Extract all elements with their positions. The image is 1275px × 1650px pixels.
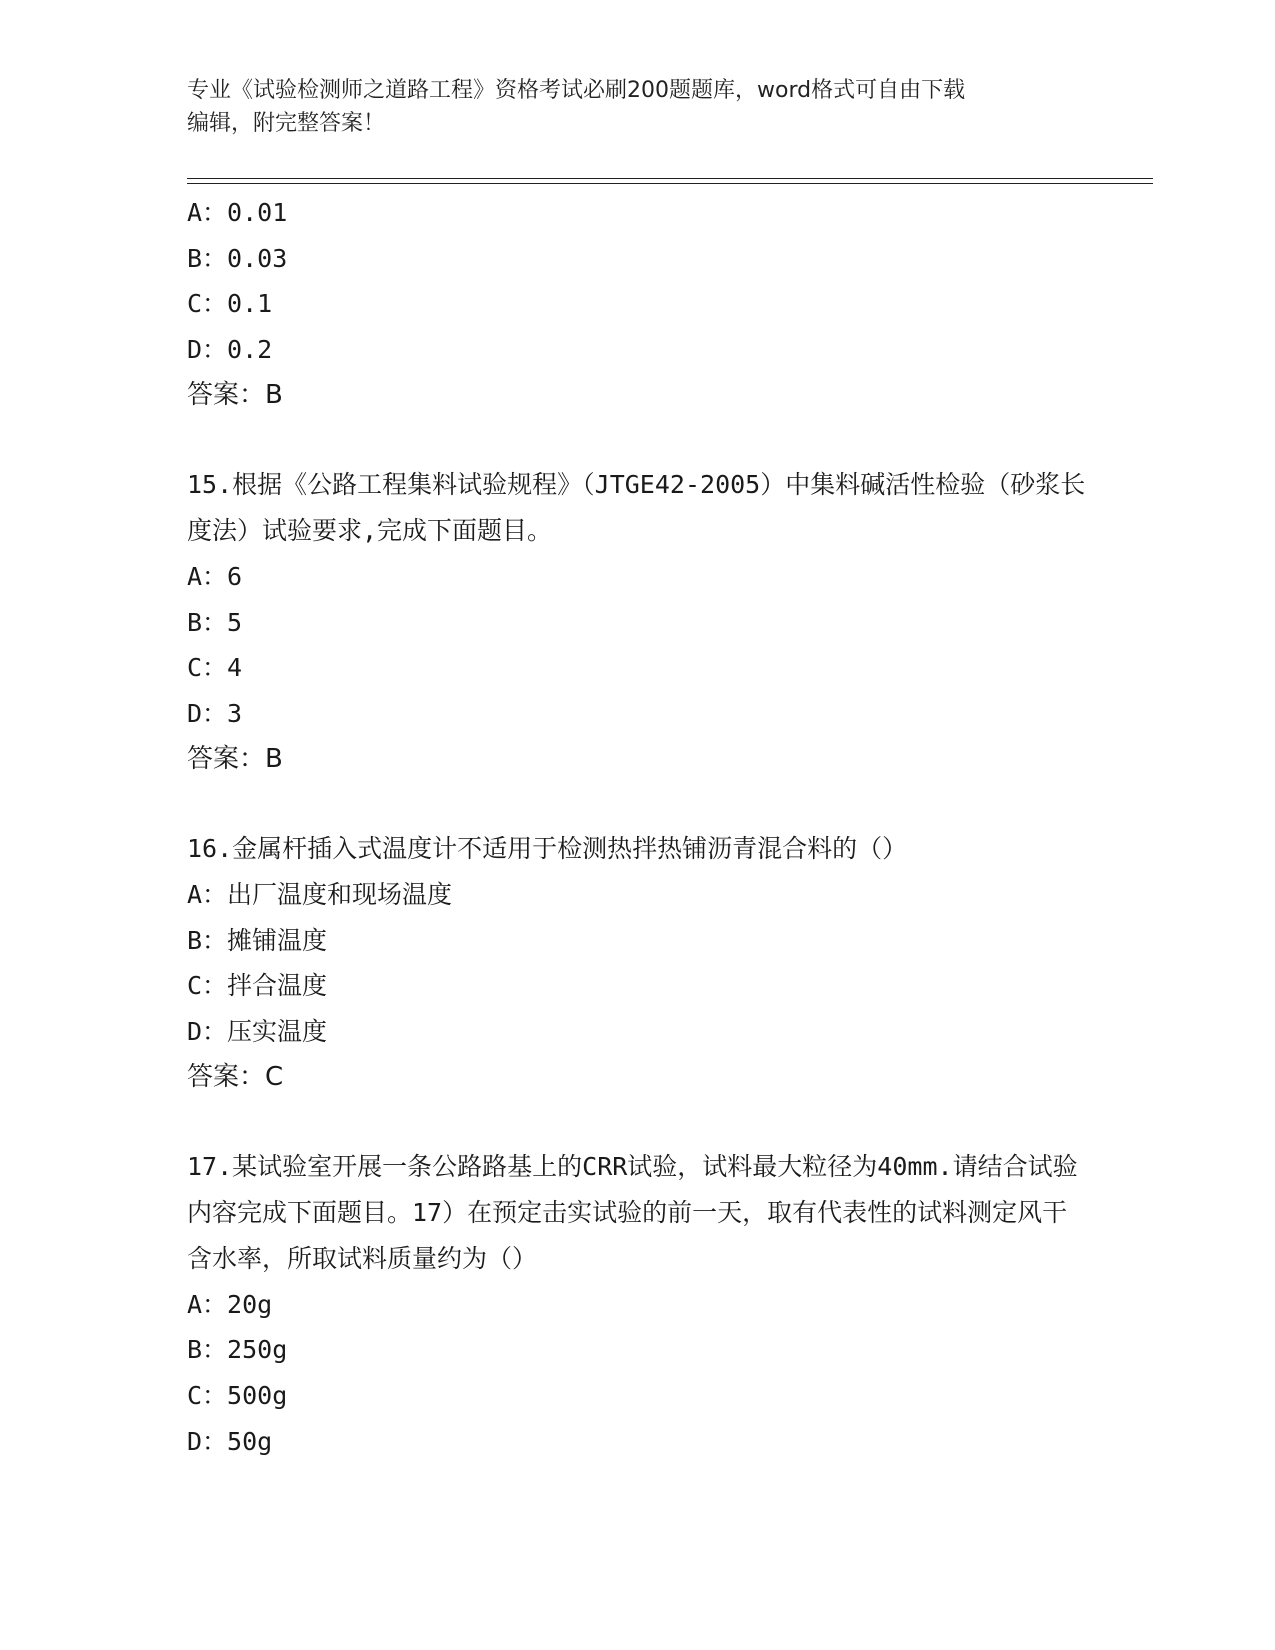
option-a: A：6 xyxy=(187,561,243,591)
header-rule-bottom xyxy=(187,183,1153,184)
option-c: C：4 xyxy=(187,653,243,683)
option-b: B：0.03 xyxy=(187,243,288,273)
question-17 xyxy=(187,1144,1087,1464)
option-d: D：50g xyxy=(187,1426,273,1456)
option-a: A：20g xyxy=(187,1289,273,1319)
option-c: C：拌合温度 xyxy=(187,971,328,1001)
question-text: 16.金属杆插入式温度计不适用于检测热拌热铺沥青混合料的（） xyxy=(187,834,908,864)
option-a: A：出厂温度和现场温度 xyxy=(187,879,453,909)
question-list xyxy=(187,190,1087,1464)
option-d: D：压实温度 xyxy=(187,1017,328,1047)
question-15 xyxy=(187,462,1087,782)
option-a: A：0.01 xyxy=(187,198,288,227)
option-b: B：250g xyxy=(187,1335,288,1365)
option-c: C：500g xyxy=(187,1380,288,1410)
header-line-2: 编辑，附完整答案！ xyxy=(187,111,386,136)
answer: 答案：B xyxy=(187,379,283,410)
option-d: D：0.2 xyxy=(187,335,273,365)
question-16 xyxy=(187,826,1087,1100)
header-line-1: 专业《试验检测师之道路工程》资格考试必刷200题题库，word格式可自由下载 xyxy=(187,78,966,103)
answer: 答案：B xyxy=(187,743,283,774)
option-b: B：5 xyxy=(187,607,243,637)
question-text: 15.根据《公路工程集料试验规程》（JTGE42-2005）中集料碱活性检验（砂浆长度法）试验要求,完成下面题目。 xyxy=(187,470,1086,546)
answer: 答案：C xyxy=(187,1061,284,1092)
question-14 xyxy=(187,190,1087,418)
document-header xyxy=(187,74,1087,140)
header-rule-top xyxy=(187,178,1153,179)
option-d: D：3 xyxy=(187,698,243,728)
option-c: C：0.1 xyxy=(187,289,273,319)
question-text: 17.某试验室开展一条公路路基上的CRR试验，试料最大粒径为40mm.请结合试验内容完成下面题目。17）在预定击实试验的前一天，取有代表性的试料测定风干含水率，所取试料质量约为（） xyxy=(187,1152,1078,1273)
option-b: B：摊铺温度 xyxy=(187,925,328,955)
